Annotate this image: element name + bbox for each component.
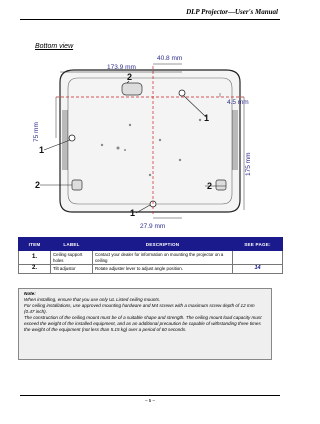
section-title: Bottom view: [35, 43, 74, 50]
page-number: – 5 –: [144, 398, 155, 403]
header-item: ITEM: [19, 238, 51, 251]
dim-right-small: 4.5 mm: [227, 99, 249, 106]
dim-top-right: 40.8 mm: [157, 55, 183, 62]
ceiling-hole-top-right: [179, 90, 185, 96]
callout-tilt-adjustor-left: 2: [35, 180, 41, 190]
callout-ceiling-hole-bottom: 1: [130, 208, 136, 218]
row-item: 1.: [19, 251, 51, 265]
callout-ceiling-hole-left: 1: [39, 145, 45, 155]
dim-left-height: 75 mm: [33, 122, 40, 142]
table-row: [19, 265, 283, 274]
rear-foot-left: [72, 180, 82, 190]
rear-foot-right: [216, 180, 226, 190]
row-page: [233, 251, 283, 265]
callout-tilt-adjustor-right: 2: [207, 181, 213, 191]
table-row: [19, 251, 283, 265]
parts-table: [18, 237, 283, 274]
header-description: DESCRIPTION: [93, 238, 233, 251]
dim-right-height: 175 mm: [245, 152, 252, 176]
dim-top-width: 173.9 mm: [107, 64, 136, 71]
row-item: 2.: [19, 265, 51, 274]
row-label: Ceiling support holes: [51, 251, 93, 265]
note-line: The construction of the ceiling mount must be of a suitable shape and strength. The ceiling mount load capacity must exceed the weight of the installed equipment, and as an additional precaution be capable of withstanding three times the weight of the equipment (not less than 5.15 kg) over a period of 60 seconds.: [24, 315, 262, 332]
header-label: LABEL: [51, 238, 93, 251]
row-label: Tilt adjustor: [51, 265, 93, 274]
installation-note: [18, 288, 272, 360]
dim-bottom-width: 27.9 mm: [140, 223, 166, 230]
header-see-page: SEE PAGE:: [233, 238, 283, 251]
page-header: DLP Projector—User's Manual: [186, 8, 278, 16]
table-header-row: [19, 238, 283, 251]
row-description: Contact your dealer for information on mounting the projector on a ceiling: [93, 251, 233, 265]
row-description: Rotate adjuster lever to adjust angle position.: [93, 265, 233, 274]
note-line: For ceiling installations, use approved mounting hardware and M4 screws with a maximum screw depth of 12 mm (0.47 inch).: [24, 303, 255, 314]
front-foot: [122, 83, 142, 95]
row-page-link[interactable]: 14: [233, 265, 283, 274]
note-line: When installing, ensure that you use only UL Listed ceiling mounts.: [24, 297, 161, 302]
callout-ceiling-hole-right: 1: [204, 113, 210, 123]
footer-rule: [20, 395, 280, 396]
note-title: Note:: [24, 291, 36, 296]
projector-body-outline: [60, 70, 240, 212]
callout-tilt-adjustor-front: 2: [127, 72, 133, 82]
